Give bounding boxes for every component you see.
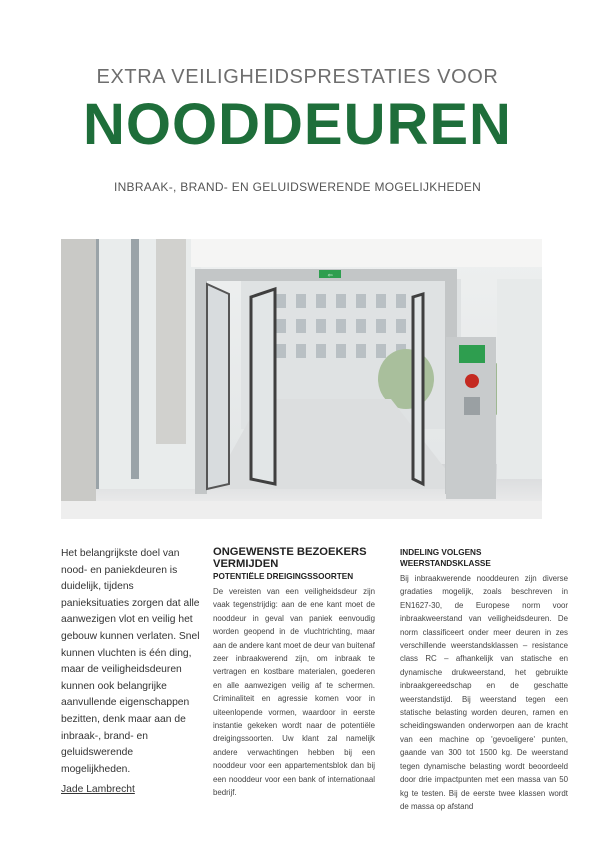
section-body: De vereisten van een veiligheidsdeur zijn vaak tegenstrijdig: aan de ene kant moet de nooddeur in geval van paniek eenvoudig worden geopend in de vluchtrichting, maar aan de andere kant moet de deur van buitenaf zeer inbraakwerend zijn, om inbraak te vertragen en kostbare materialen, goederen en alle aanwezigen veilig af te schermen. Criminaliteit en agressie komen voor in uiteenlopende vormen, waardoor in eerste instantie gekeken wordt naar de potentiële dreigingssoorten. Uw klant zal namelijk andere verwachtingen hebben bij een nooddeur voor een appartementsblok dan bij een nooddeur voor een bank of internationaal bedrijf. [213,587,375,798]
section-ongewenste-bezoekers [213,546,375,800]
page-subtitle: INBRAAK-, BRAND- EN GELUIDSWERENDE MOGELIJKHEDEN [113,180,482,194]
svg-text:⇦: ⇦ [327,272,333,279]
section-heading: ONGEWENSTE BEZOEKERS VERMIJDEN [213,546,367,570]
page-title: NOODDEUREN [83,92,512,157]
emergency-door-photo [61,239,542,519]
intro-text: Het belangrijkste doel van nood- en paniekdeuren is duidelijk, tijdens panieksituaties zorgen dat alle aanwezigen vlot en veilig het gebouw kunnen verlaten. Snel kunnen vluchten is één ding, maar de veiligheidsdeuren kunnen ook belangrijke aanvullende eigenschappen bezitten, denk maar aan de inbraak-, brand- en geluidswerende mogelijkheden. [61,548,200,775]
intro-column [61,546,203,799]
author-byline: Jade Lambrecht [61,784,135,796]
section-body: Bij inbraakwerende nooddeuren zijn diverse gradaties mogelijk, zoals beschreven in EN1627-30, de Europese norm voor inbraakweerstand van veiligheidsdeuren. De norm classificeert onder meer deuren in zes verschillende weerstandsklassen – resistance class RC – afhankelijk van statische en dynamische drukweerstand, het gebruikte inbraakgereedschap en de geschatte weerstandstijd. Bij weerstand tegen een statische belasting worden deuren, ramen en scheidingswanden onderworpen aan de kracht van een machine op 'gevoeligere' punten, gaande van 300 tot 1500 kg. De weerstand tegen dynamische belasting wordt beoordeeld door drie impactpunten met een massa van 50 kg te testen. Bij de eerste twee klassen wordt de massa op afstand [400,574,568,811]
kicker-title: EXTRA VEILIGHEIDSPRESTATIES VOOR [96,66,499,88]
section-weerstandsklasse [400,546,568,813]
section-heading: INDELING VOLGENS WEERSTANDSKLASSE [400,548,491,568]
section-subheading: POTENTIËLE DREIGINGSSOORTEN [213,572,354,581]
